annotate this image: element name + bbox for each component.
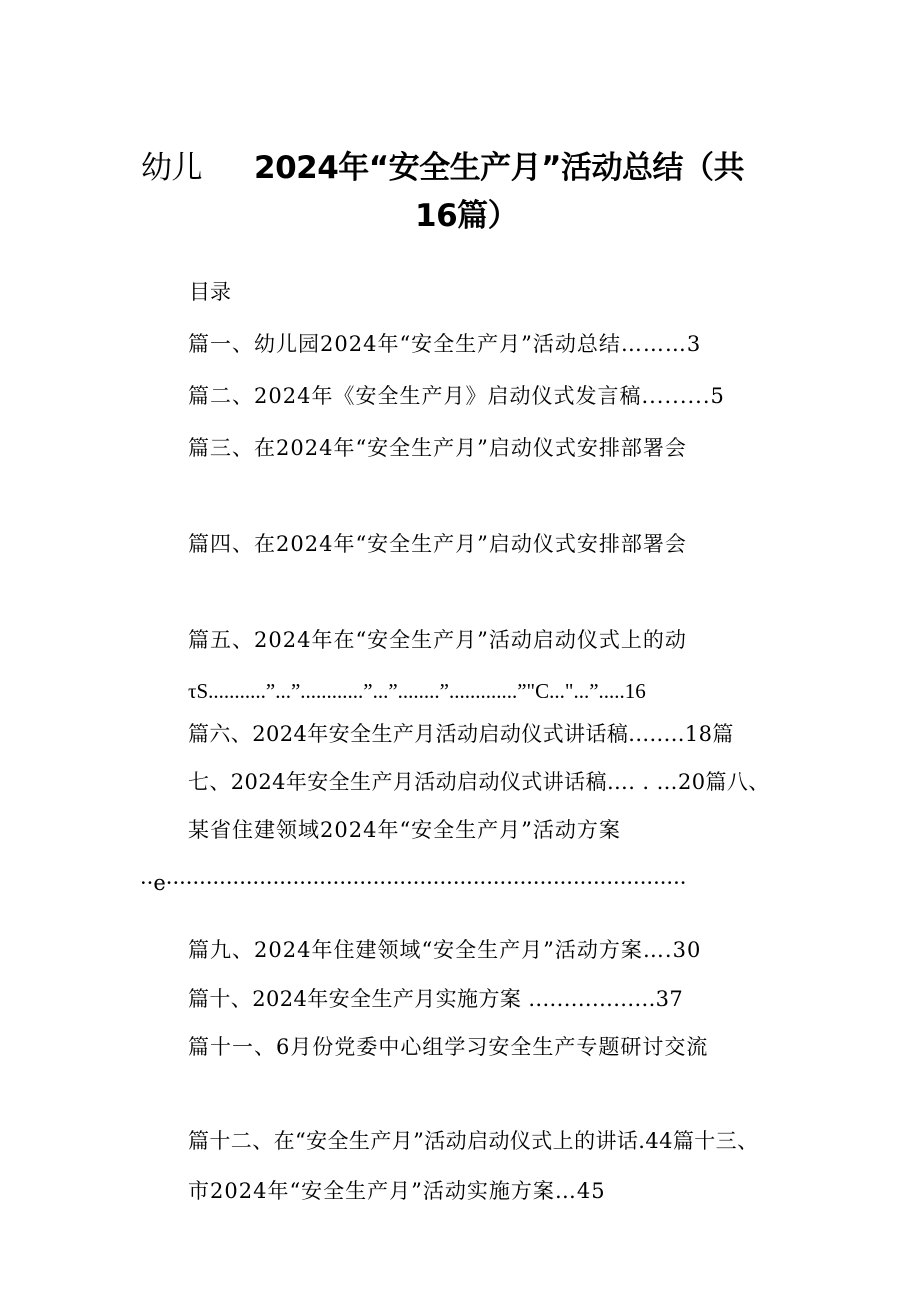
toc-entry: ··e·············································································· [140, 871, 687, 895]
toc-heading: 目录 [189, 280, 231, 304]
toc-entry: 篇九、2024年住建领域“安全生产月”活动方案….30 [188, 938, 702, 962]
toc-entry: 篇四、在2024年“安全生产月”启动仪式安排部署会 [188, 532, 687, 556]
toc-entry: 篇一、幼儿园2024年“安全生产月”活动总结………3 [188, 332, 702, 356]
toc-entry: τS...........”...”............”...”........”.............”"C..."...”.....16 [188, 679, 646, 703]
toc-entry: 篇十、2024年安全生产月实施方案 ..................37 [188, 987, 684, 1011]
toc-entry: 七、2024年安全生产月活动启动仪式讲话稿…. . …20篇八、 [188, 770, 770, 794]
doc-title-continuation: 16篇） [415, 198, 519, 234]
toc-entry: 篇三、在2024年“安全生产月”启动仪式安排部署会 [188, 436, 687, 460]
toc-entry: 篇五、2024年在“安全生产月”活动启动仪式上的动 [188, 628, 687, 652]
toc-entry: 篇十二、在“安全生产月”活动启动仪式上的讲话.44篇十三、 [188, 1129, 759, 1153]
toc-entry: 市2024年“安全生产月”活动实施方案…45 [188, 1179, 606, 1203]
toc-entry: 篇二、2024年《安全生产月》启动仪式发言稿.........5 [188, 384, 725, 408]
toc-entry: 篇十一、6月份党委中心组学习安全生产专题研讨交流 [188, 1035, 709, 1059]
doc-title-fragment: 幼儿 [141, 150, 202, 186]
toc-entry: 某省住建领域2024年“安全生产月”活动方案 [188, 818, 621, 842]
doc-title: 2024年“安全生产月”活动总结（共 [254, 150, 745, 186]
toc-entry: 篇六、2024年安全生产月活动启动仪式讲话稿........18篇 [188, 722, 734, 746]
